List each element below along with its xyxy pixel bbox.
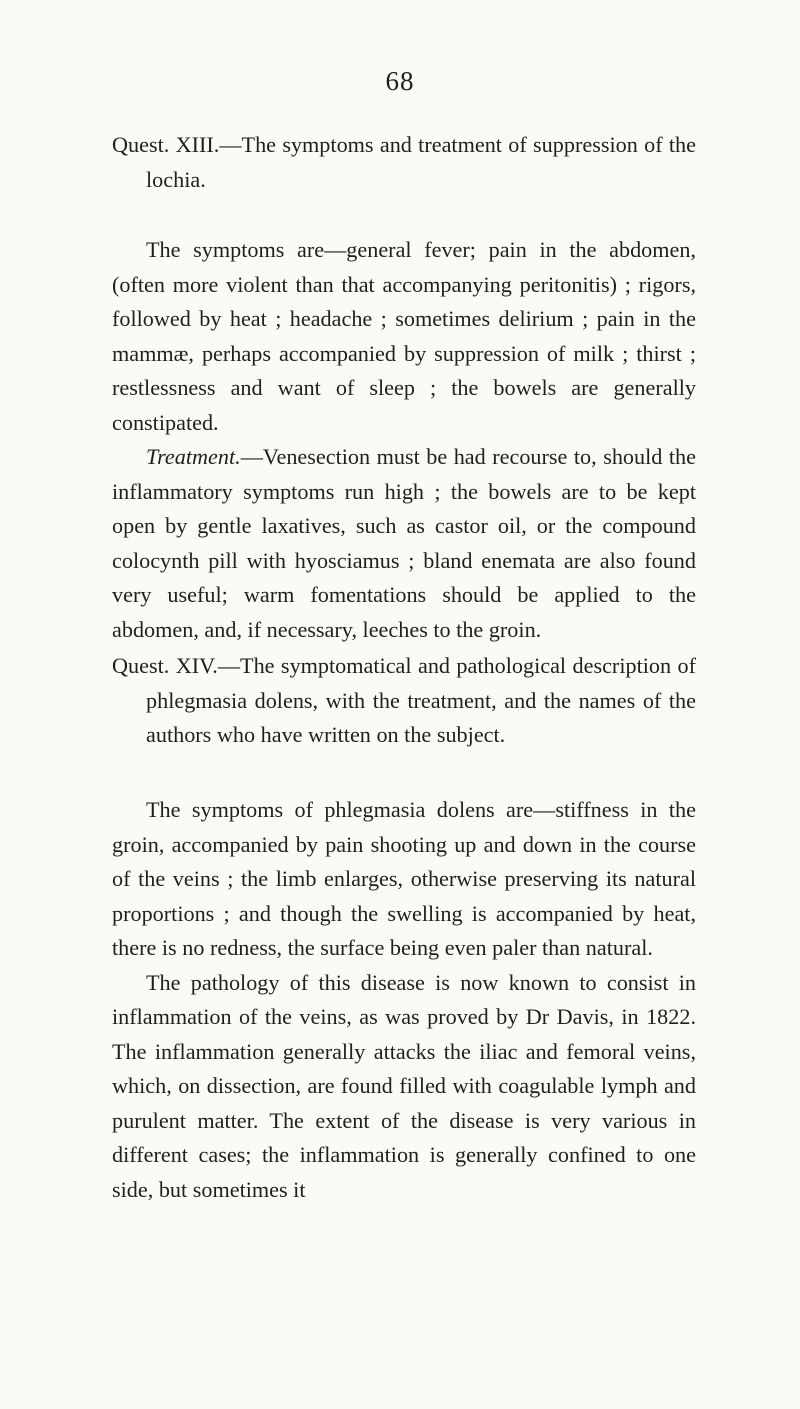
q13-treatment-text: —Venesection must be had recourse to, should the inflammatory symptoms run high ; the bowels are to be kept open by gentle laxatives, such as castor oil, or the compound colocynth pill with hyosciamus ; bland enemata are also found very useful; warm fomentations should be applied to the abdomen, and, if necessary, leeches to the groin. — [112, 444, 696, 642]
question-14-answer — [112, 793, 696, 1207]
question-14-heading — [112, 649, 696, 753]
question-13-answer — [112, 233, 696, 647]
q14-pathology-paragraph: The pathology of this disease is now known to consist in inflammation of the veins, as was proved by Dr Davis, in 1822. The inflammation generally attacks the iliac and femoral veins, which, on dissection, are found filled with coagulable lymph and purulent matter. The extent of the disease is very various in different cases; the inflammation is generally confined to one side, but sometimes it — [112, 969, 696, 1202]
q13-symptoms-paragraph: The symptoms are—general fever; pain in the abdomen, (often more violent than that accompanying peritonitis) ; rigors, followed by heat ; headache ; sometimes delirium ; pain in the mammæ, perhaps accompanied by suppression of milk ; thirst ; restlessness and want of sleep ; the bowels are generally constipated. — [112, 237, 696, 435]
treatment-label: Treatment. — [146, 444, 241, 469]
question-13-heading — [112, 128, 696, 197]
page-number: 68 — [385, 66, 415, 96]
q13-treatment-paragraph — [112, 440, 696, 647]
question-14-text: Quest. XIV.—The symptomatical and pathological description of phlegmasia dolens, with the treatment, and the names of the authors who have written on the subject. — [112, 653, 696, 747]
question-13-text: Quest. XIII.—The symptoms and treatment of suppression of the lochia. — [112, 132, 696, 192]
q14-symptoms-paragraph: The symptoms of phlegmasia dolens are—stiffness in the groin, accompanied by pain shooting up and down in the course of the veins ; the limb enlarges, otherwise preserving its natural proportions ; and though the swelling is accompanied by heat, there is no redness, the surface being even paler than natural. — [112, 797, 696, 960]
